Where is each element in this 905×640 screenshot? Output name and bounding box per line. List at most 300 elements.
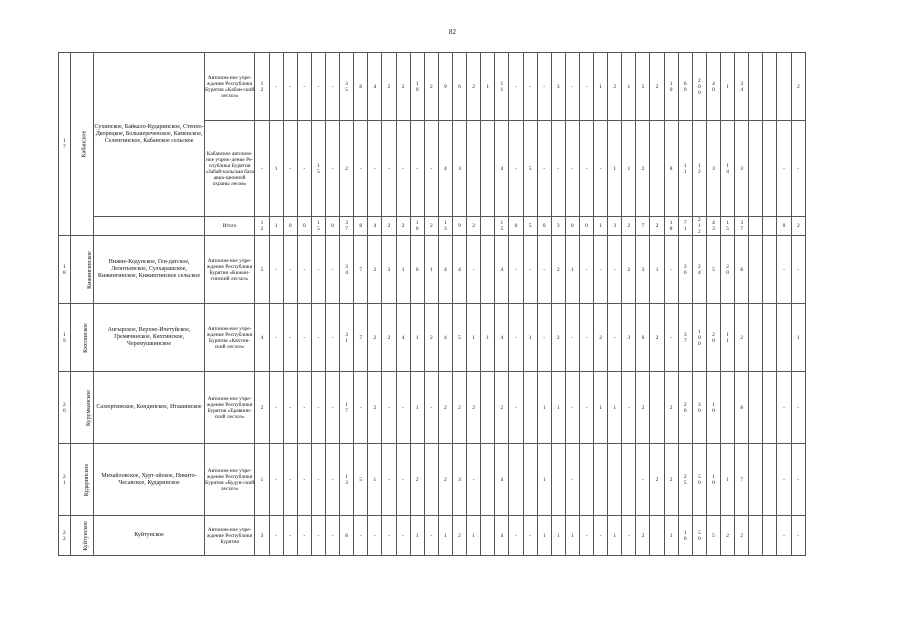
- value-cell: -: [396, 444, 410, 516]
- value-cell: -: [325, 372, 339, 444]
- value-cell: 1 5: [311, 217, 325, 236]
- value-cell: [749, 444, 763, 516]
- settlements-list: Ангырское, Верхне-Ичетуйское, Гремячинское, Кяхтинское, Черемушкинское: [94, 304, 205, 372]
- value-cell: 3 4: [735, 53, 749, 121]
- value-cell: -: [410, 121, 424, 217]
- value-cell: -: [325, 236, 339, 304]
- value-cell: 1: [410, 516, 424, 556]
- value-cell: 0: [509, 217, 523, 236]
- value-cell: 8: [354, 217, 368, 236]
- value-cell: -: [523, 516, 537, 556]
- value-cell: [749, 53, 763, 121]
- institution-name: Автоном-ное учре-ждение Республики Бурятия: [204, 516, 255, 556]
- value-cell: -: [664, 236, 678, 304]
- institution-name: Кабанское автоном-ное учреж-дение Ре-спублики Бурятия «Забай-кальская база авиа-ционной охраны лесов»: [204, 121, 255, 217]
- value-cell: -: [396, 372, 410, 444]
- value-cell: -: [579, 121, 593, 217]
- value-cell: -: [269, 53, 283, 121]
- settlements-list: Сахюртинское, Кондинское, Иташинское: [94, 372, 205, 444]
- value-cell: 3: [551, 217, 565, 236]
- value-cell: [481, 372, 495, 444]
- value-cell: -: [283, 53, 297, 121]
- value-cell: 1: [622, 121, 636, 217]
- value-cell: -: [424, 516, 438, 556]
- table-row: [59, 217, 806, 236]
- value-cell: 2 0: [706, 304, 720, 372]
- value-cell: 4 0: [706, 53, 720, 121]
- value-cell: 2: [791, 217, 805, 236]
- institution-name: Автоном-ное учре-ждение Республики Бурятия «Кижин-гинский лесхоз»: [204, 236, 255, 304]
- value-cell: 2: [368, 372, 382, 444]
- value-cell: 4: [495, 516, 509, 556]
- value-cell: -: [579, 304, 593, 372]
- value-cell: -: [297, 444, 311, 516]
- value-cell: -: [537, 121, 551, 217]
- value-cell: 3: [382, 236, 396, 304]
- value-cell: 2: [255, 372, 269, 444]
- value-cell: -: [283, 372, 297, 444]
- value-cell: -: [791, 121, 805, 217]
- value-cell: 9: [452, 217, 466, 236]
- value-cell: 2 5: [678, 444, 692, 516]
- value-cell: 1: [467, 304, 481, 372]
- value-cell: 8: [735, 236, 749, 304]
- value-cell: 4: [255, 304, 269, 372]
- value-cell: 1: [410, 304, 424, 372]
- value-cell: [749, 516, 763, 556]
- value-cell: [509, 444, 523, 516]
- value-cell: -: [354, 372, 368, 444]
- value-cell: -: [579, 372, 593, 444]
- value-cell: 1 3: [438, 217, 452, 236]
- value-cell: 3: [706, 121, 720, 217]
- value-cell: [777, 304, 791, 372]
- data-table: [58, 52, 806, 556]
- value-cell: 0: [283, 217, 297, 236]
- value-cell: 2: [438, 372, 452, 444]
- value-cell: 2: [636, 516, 650, 556]
- group-number: 1 7: [59, 53, 71, 236]
- value-cell: 1 0: [678, 516, 692, 556]
- value-cell: 5: [452, 304, 466, 372]
- value-cell: 1 0: [706, 372, 720, 444]
- value-cell: 3: [255, 516, 269, 556]
- value-cell: -: [297, 121, 311, 217]
- value-cell: 1 2: [255, 53, 269, 121]
- value-cell: 1: [594, 217, 608, 236]
- value-cell: -: [791, 372, 805, 444]
- value-cell: 5 0: [692, 444, 706, 516]
- value-cell: [763, 236, 777, 304]
- value-cell: 2: [650, 217, 664, 236]
- value-cell: 1 0 0: [692, 304, 706, 372]
- value-cell: 6 0: [678, 53, 692, 121]
- value-cell: 2: [636, 372, 650, 444]
- value-cell: -: [509, 372, 523, 444]
- value-cell: -: [354, 516, 368, 556]
- value-cell: 1 1: [721, 304, 735, 372]
- value-cell: [650, 121, 664, 217]
- value-cell: -: [297, 516, 311, 556]
- value-cell: [551, 444, 565, 516]
- value-cell: -: [608, 304, 622, 372]
- value-cell: 4 3: [706, 217, 720, 236]
- value-cell: 2: [382, 304, 396, 372]
- value-cell: -: [311, 444, 325, 516]
- value-cell: [424, 444, 438, 516]
- table-row: [59, 236, 806, 304]
- value-cell: -: [368, 121, 382, 217]
- value-cell: 0: [777, 217, 791, 236]
- value-cell: -: [523, 236, 537, 304]
- value-cell: 5: [706, 516, 720, 556]
- value-cell: 1 0: [664, 53, 678, 121]
- value-cell: 2: [340, 121, 354, 217]
- value-cell: 2: [396, 53, 410, 121]
- value-cell: -: [622, 516, 636, 556]
- value-cell: -: [325, 304, 339, 372]
- value-cell: -: [636, 444, 650, 516]
- value-cell: 2 4: [692, 236, 706, 304]
- value-cell: -: [565, 121, 579, 217]
- value-cell: 4: [495, 444, 509, 516]
- value-cell: -: [297, 372, 311, 444]
- value-cell: 4: [368, 53, 382, 121]
- value-cell: -: [467, 444, 481, 516]
- value-cell: 2: [551, 304, 565, 372]
- value-cell: 4: [452, 236, 466, 304]
- value-cell: -: [283, 516, 297, 556]
- value-cell: -: [283, 236, 297, 304]
- value-cell: 7: [354, 304, 368, 372]
- value-cell: 3 5: [340, 53, 354, 121]
- value-cell: 2: [650, 444, 664, 516]
- value-cell: 4: [495, 236, 509, 304]
- value-cell: 1 5: [311, 121, 325, 217]
- value-cell: 2: [650, 53, 664, 121]
- value-cell: 3 7: [678, 304, 692, 372]
- value-cell: 1: [594, 53, 608, 121]
- settlements-list: Михайловское, Хурт-эйское, Никито-Чесавское, Кударинское: [94, 444, 205, 516]
- value-cell: 1: [424, 236, 438, 304]
- value-cell: -: [579, 53, 593, 121]
- district-name: Курумканское: [70, 372, 94, 444]
- value-cell: 2: [622, 236, 636, 304]
- value-cell: 3: [608, 217, 622, 236]
- table-row: [59, 304, 806, 372]
- value-cell: 2: [721, 516, 735, 556]
- value-cell: 1 5: [495, 217, 509, 236]
- value-cell: 2: [368, 304, 382, 372]
- value-cell: -: [283, 121, 297, 217]
- table-row: [59, 444, 806, 516]
- value-cell: -: [537, 236, 551, 304]
- value-cell: 2: [735, 304, 749, 372]
- value-cell: [650, 516, 664, 556]
- value-cell: 0: [537, 217, 551, 236]
- value-cell: -: [297, 53, 311, 121]
- value-cell: -: [551, 121, 565, 217]
- value-cell: 1: [255, 444, 269, 516]
- value-cell: [594, 444, 608, 516]
- value-cell: 6: [410, 236, 424, 304]
- value-cell: 1: [608, 121, 622, 217]
- value-cell: 1: [721, 53, 735, 121]
- value-cell: [777, 53, 791, 121]
- value-cell: -: [509, 121, 523, 217]
- value-cell: -: [269, 372, 283, 444]
- value-cell: 1 1: [678, 121, 692, 217]
- value-cell: -: [297, 304, 311, 372]
- value-cell: 2: [424, 53, 438, 121]
- value-cell: -: [565, 304, 579, 372]
- value-cell: 1: [664, 516, 678, 556]
- value-cell: 7: [735, 444, 749, 516]
- value-cell: 1: [565, 236, 579, 304]
- value-cell: 1 3: [340, 444, 354, 516]
- value-cell: 2: [424, 304, 438, 372]
- institution-name: Автоном-ное учре-ждение Республики Бурятия «Кяхтин-ский лесхоз»: [204, 304, 255, 372]
- value-cell: [481, 516, 495, 556]
- value-cell: 2: [650, 304, 664, 372]
- value-cell: 3 4: [340, 236, 354, 304]
- value-cell: 2 0: [721, 236, 735, 304]
- value-cell: 5 0: [692, 516, 706, 556]
- value-cell: 2: [636, 121, 650, 217]
- value-cell: 1 2: [692, 121, 706, 217]
- value-cell: 8: [664, 121, 678, 217]
- value-cell: -: [565, 372, 579, 444]
- value-cell: 3 0: [692, 372, 706, 444]
- value-cell: 2: [622, 217, 636, 236]
- value-cell: 6: [452, 53, 466, 121]
- value-cell: 1 0: [410, 53, 424, 121]
- value-cell: 5: [354, 444, 368, 516]
- value-cell: 1 4: [721, 121, 735, 217]
- value-cell: 4: [368, 217, 382, 236]
- value-cell: 3: [452, 121, 466, 217]
- value-cell: 4: [438, 236, 452, 304]
- value-cell: -: [594, 121, 608, 217]
- value-cell: -: [325, 53, 339, 121]
- value-cell: 4: [438, 304, 452, 372]
- value-cell: 2: [424, 217, 438, 236]
- value-cell: -: [311, 372, 325, 444]
- value-cell: -: [368, 516, 382, 556]
- value-cell: 1: [551, 372, 565, 444]
- value-cell: -: [467, 236, 481, 304]
- value-cell: -: [594, 516, 608, 556]
- group-number: 2 1: [59, 444, 71, 516]
- value-cell: -: [325, 444, 339, 516]
- value-cell: 1: [594, 372, 608, 444]
- value-cell: 1: [396, 236, 410, 304]
- value-cell: -: [777, 516, 791, 556]
- value-cell: 2: [551, 236, 565, 304]
- value-cell: [763, 516, 777, 556]
- value-cell: -: [382, 121, 396, 217]
- value-cell: -: [382, 444, 396, 516]
- table-row: [59, 53, 806, 121]
- value-cell: [721, 372, 735, 444]
- value-cell: 8: [354, 53, 368, 121]
- value-cell: -: [283, 304, 297, 372]
- value-cell: 3: [735, 121, 749, 217]
- value-cell: -: [269, 236, 283, 304]
- value-cell: -: [791, 236, 805, 304]
- value-cell: [523, 372, 537, 444]
- value-cell: 1: [721, 444, 735, 516]
- value-cell: 1: [537, 516, 551, 556]
- value-cell: [481, 217, 495, 236]
- group-number: 2 2: [59, 516, 71, 556]
- value-cell: -: [311, 236, 325, 304]
- value-cell: 9: [438, 53, 452, 121]
- value-cell: 1 0: [410, 217, 424, 236]
- value-cell: 2 0: [678, 372, 692, 444]
- value-cell: -: [509, 516, 523, 556]
- value-cell: 1: [537, 444, 551, 516]
- value-cell: 1: [269, 121, 283, 217]
- settlements-list: Куйтунское: [94, 516, 205, 556]
- value-cell: 3 7: [735, 217, 749, 236]
- value-cell: -: [777, 372, 791, 444]
- value-cell: 1: [551, 516, 565, 556]
- value-cell: 2: [368, 236, 382, 304]
- value-cell: 1: [368, 444, 382, 516]
- value-cell: 1 7: [340, 372, 354, 444]
- value-cell: 0: [325, 217, 339, 236]
- value-cell: 2: [608, 53, 622, 121]
- district-name: Кяхтинское: [70, 304, 94, 372]
- value-cell: 1: [622, 53, 636, 121]
- value-cell: 3: [551, 53, 565, 121]
- value-cell: [763, 53, 777, 121]
- table-row: [59, 516, 806, 556]
- value-cell: 2: [495, 372, 509, 444]
- value-cell: 8: [340, 516, 354, 556]
- value-cell: 2: [664, 372, 678, 444]
- institution-name: Автоном-ное учре-ждение Республики Бурятия «Еравнин-ский лесхоз»: [204, 372, 255, 444]
- value-cell: -: [791, 516, 805, 556]
- settlements-empty: [94, 217, 205, 236]
- value-cell: -: [777, 444, 791, 516]
- value-cell: [481, 121, 495, 217]
- value-cell: [467, 121, 481, 217]
- value-cell: 2: [438, 444, 452, 516]
- value-cell: -: [255, 121, 269, 217]
- value-cell: 1: [650, 236, 664, 304]
- value-cell: 4: [495, 121, 509, 217]
- value-cell: [650, 372, 664, 444]
- value-cell: 2: [791, 53, 805, 121]
- value-cell: 1: [481, 304, 495, 372]
- value-cell: 1: [537, 372, 551, 444]
- value-cell: -: [424, 121, 438, 217]
- value-cell: -: [311, 304, 325, 372]
- value-cell: 5: [255, 236, 269, 304]
- value-cell: -: [283, 444, 297, 516]
- value-cell: -: [537, 304, 551, 372]
- value-cell: -: [622, 372, 636, 444]
- value-cell: 3: [452, 444, 466, 516]
- value-cell: 5: [706, 236, 720, 304]
- district-name: Куйтунское: [70, 516, 94, 556]
- value-cell: 1 1: [495, 53, 509, 121]
- value-cell: -: [382, 516, 396, 556]
- value-cell: 1: [269, 217, 283, 236]
- value-cell: -: [565, 444, 579, 516]
- settlements-list: Нижне-Кодунское, Ген-датское, Леонтьевское, Сулхарашское, Кижингинское, Кижингинское сельское: [94, 236, 205, 304]
- value-cell: 7: [354, 236, 368, 304]
- table-row: [59, 372, 806, 444]
- value-cell: -: [565, 53, 579, 121]
- value-cell: -: [354, 121, 368, 217]
- value-cell: 2: [467, 217, 481, 236]
- value-cell: -: [777, 121, 791, 217]
- value-cell: 8: [735, 372, 749, 444]
- group-number: 2 0: [59, 372, 71, 444]
- value-cell: 1: [523, 304, 537, 372]
- value-cell: -: [579, 516, 593, 556]
- value-cell: 1 0: [706, 444, 720, 516]
- institution-name: Итого: [204, 217, 255, 236]
- value-cell: 1: [438, 516, 452, 556]
- value-cell: [749, 304, 763, 372]
- value-cell: 2 1 2: [692, 217, 706, 236]
- value-cell: -: [269, 304, 283, 372]
- value-cell: -: [269, 444, 283, 516]
- value-cell: 1: [410, 372, 424, 444]
- value-cell: [749, 372, 763, 444]
- value-cell: -: [664, 304, 678, 372]
- value-cell: [763, 372, 777, 444]
- value-cell: 2: [594, 304, 608, 372]
- value-cell: [622, 444, 636, 516]
- value-cell: 1: [467, 516, 481, 556]
- district-name: Кабанское: [70, 53, 94, 236]
- value-cell: 2: [467, 372, 481, 444]
- value-cell: -: [297, 236, 311, 304]
- district-name: Кударинское: [70, 444, 94, 516]
- value-cell: 1 5: [721, 217, 735, 236]
- district-name: Кижингинское: [70, 236, 94, 304]
- value-cell: -: [396, 516, 410, 556]
- value-cell: -: [311, 53, 325, 121]
- value-cell: 2: [664, 444, 678, 516]
- group-number: 1 9: [59, 304, 71, 372]
- value-cell: -: [509, 236, 523, 304]
- value-cell: 1: [608, 372, 622, 444]
- value-cell: -: [325, 121, 339, 217]
- value-cell: 0: [579, 217, 593, 236]
- value-cell: 2: [452, 516, 466, 556]
- value-cell: -: [537, 53, 551, 121]
- value-cell: -: [608, 236, 622, 304]
- value-cell: 2: [467, 53, 481, 121]
- value-cell: 1 2: [255, 217, 269, 236]
- value-cell: [749, 217, 763, 236]
- value-cell: 1 8: [664, 217, 678, 236]
- value-cell: 5: [523, 121, 537, 217]
- value-cell: -: [594, 236, 608, 304]
- value-cell: 2: [396, 217, 410, 236]
- value-cell: [749, 236, 763, 304]
- value-cell: 6: [636, 304, 650, 372]
- value-cell: 1: [481, 53, 495, 121]
- value-cell: 3: [636, 236, 650, 304]
- settlements-list: Сухинское, Байкало-Кударинское, Степно-Дворецкое, Большереченское, Каменское, Селенгинское, Кабанское сельское: [94, 53, 205, 217]
